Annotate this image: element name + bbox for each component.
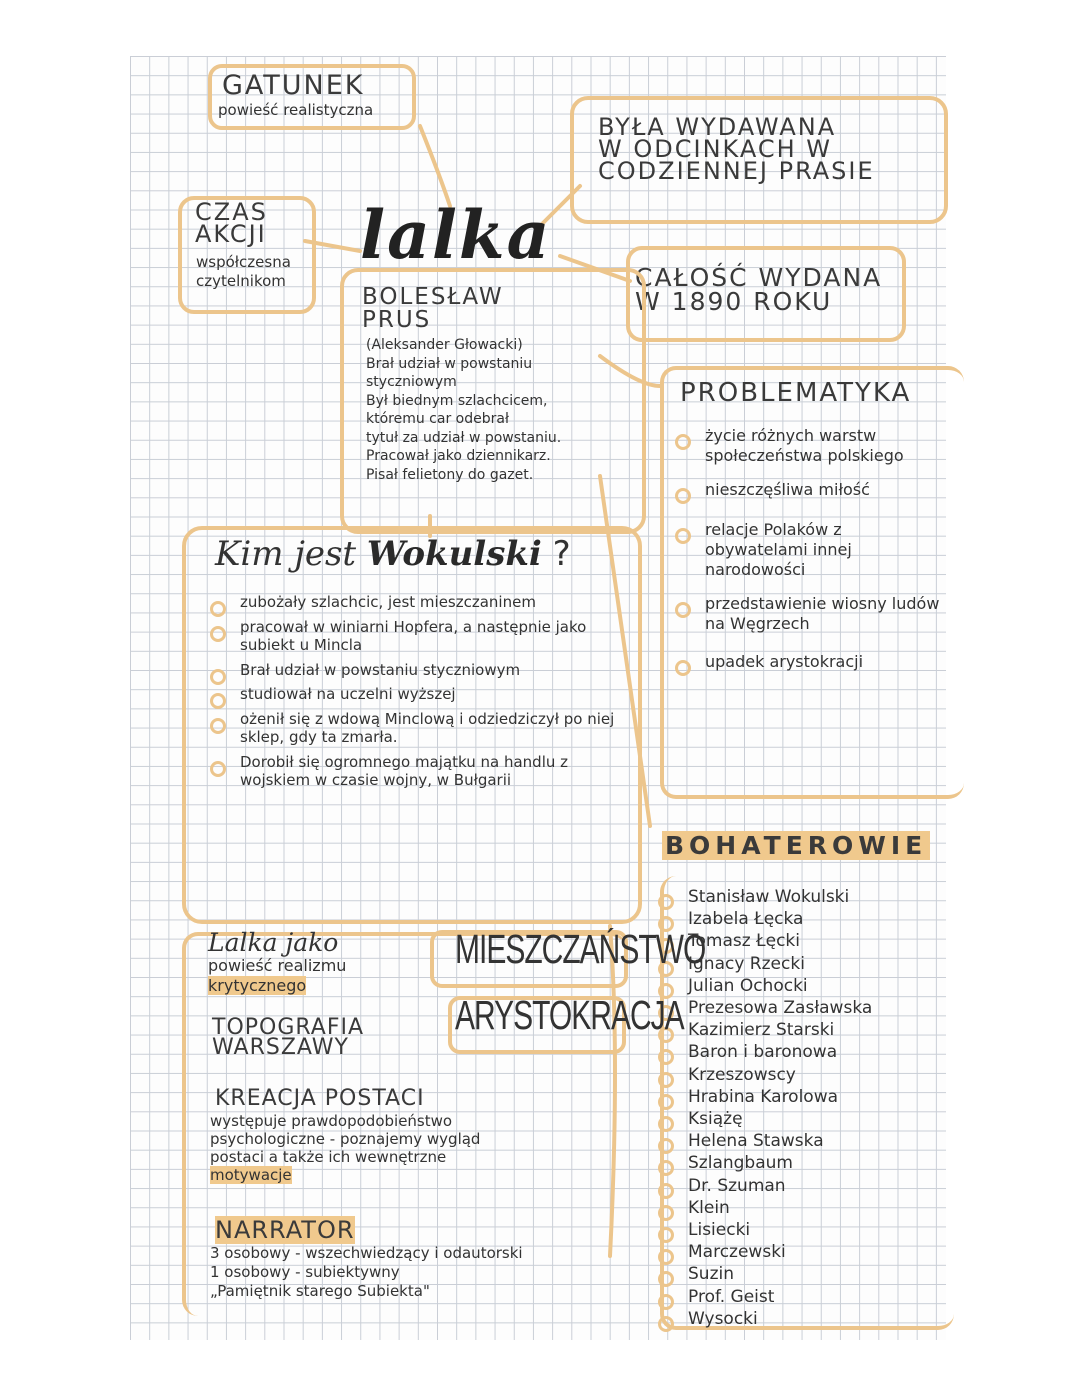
problematyka-item: życie różnych warstw społeczeństwa polskiego [675,426,945,466]
narrator-heading-text: NARRATOR [215,1216,355,1244]
narrator-line3: „Pamiętnik starego Subiekta" [210,1282,430,1300]
autor-line: Był biednym szlachcicem, [366,392,548,409]
problematyka-item: upadek arystokracji [675,652,945,672]
page-title: lalka [360,196,552,274]
kreacja-text [210,1112,610,1184]
bohaterowie-heading [662,831,930,860]
arystokracja-label: ARYSTOKRACJA [455,994,684,1039]
wokulski-list [210,593,625,790]
bohater-item: Prof. Geist [658,1286,943,1308]
kreacja-heading: KREACJA POSTACI [215,1086,425,1111]
bohater-item: Szlangbaum [658,1152,943,1174]
bohater-item: Hrabina Karolowa [658,1086,943,1108]
gatunek-heading: GATUNEK [222,70,365,101]
realizm-line1: Lalka jako [208,928,339,957]
topografia [212,1015,365,1060]
wokulski-item: studiował na uczelni wyższej [210,685,625,704]
bohater-item: Tomasz Łęcki [658,930,943,952]
autor-line: tytuł za udział w powstaniu. [366,429,562,446]
autor-name-line1: BOLESŁAW [362,284,504,310]
problematyka-list [675,426,945,672]
bohater-item: Stanisław Wokulski [658,886,943,908]
autor-line: Brał udział w powstaniu [366,355,533,372]
wokulski-item: pracował w winiarni Hopfera, a następnie jako subiekt u Mincla [210,618,625,655]
problematyka-heading: PROBLEMATYKA [680,378,912,408]
bohater-item: Marczewski [658,1241,943,1263]
narrator-line2: 1 osobowy - subiektywny [210,1263,400,1281]
bohater-item: Wysocki [658,1308,943,1330]
realizm-line2: powieść realizmu [208,956,347,975]
wokulski-heading-q: ? [552,534,571,574]
czas-akcji-heading-line1: CZAS [195,198,268,226]
kreacja-line3: postaci a także ich wewnętrzne [210,1148,447,1166]
autor-line: (Aleksander Głowacki) [366,337,523,353]
bohater-item: Baron i baronowa [658,1041,943,1063]
bohater-item: Kazimierz Starski [658,1019,943,1041]
mieszczanstwo-label: MIESZCZAŃSTWO [455,928,706,973]
bohater-item: Lisiecki [658,1219,943,1241]
wokulski-heading-part2: Wokulski [366,534,542,574]
bohater-item: Prezesowa Zasławska [658,997,943,1019]
bohater-item: Suzin [658,1263,943,1285]
gatunek-text: powieść realistyczna [218,101,374,119]
wokulski-item: Brał udział w powstaniu styczniowym [210,661,625,680]
grid-paper-sheet [130,56,946,1340]
autor-bio [366,336,641,484]
autor-line: któremu car odebrał [366,411,509,427]
bohater-item: Izabela Łęcka [658,908,943,930]
kreacja-line1: występuje prawdopodobieństwo [210,1112,453,1130]
bohater-item: Krzeszowscy [658,1064,943,1086]
wokulski-item: Dorobił się ogromnego majątku na handlu z wojskiem w czasie wojny, w Bułgarii [210,753,625,790]
bohater-item: Helena Stawska [658,1130,943,1152]
wokulski-item: ożenił się z wdową Minclową i odziedziczył po niej sklep, gdy ta zmarła. [210,710,625,747]
connector-gatunek [420,126,450,206]
problematyka-item: nieszczęśliwa miłość [675,480,945,500]
autor-line: styczniowym [366,374,457,390]
czas-akcji-heading [195,198,268,248]
problematyka-item: relacje Polaków z obywatelami innej narodowości [675,520,945,580]
czas-akcji-text: współczesna czytelnikom [196,253,291,290]
realizm-heading [208,930,418,996]
narrator-heading [215,1216,355,1244]
topografia-line2: WARSZAWY [212,1035,349,1060]
bohater-item: Julian Ochocki [658,975,943,997]
calosc-line1: CAŁOŚĆ WYDANA [635,263,883,292]
narrator-line1: 3 osobowy - wszechwiedzący i odautorski [210,1244,523,1262]
wokulski-heading-part1: Kim jest [215,534,357,574]
wokulski-heading [215,534,571,574]
problematyka-item: przedstawienie wiosny ludów na Węgrzech [675,594,945,634]
bohater-item: Ignacy Rzecki [658,953,943,975]
realizm-line3 [208,976,418,996]
autor-line: Pracował jako dziennikarz. [366,448,551,464]
wydanie-line2: W ODCINKACH W [598,135,832,163]
topografia-line1: TOPOGRAFIA [212,1015,365,1040]
narrator-text [210,1244,630,1301]
autor-name [362,286,504,332]
wokulski-item: zubożały szlachcic, jest mieszczaninem [210,593,625,612]
autor-line: Pisał felietony do gazet. [366,466,534,483]
kreacja-line2: psychologiczne - poznajemy wygląd [210,1130,481,1148]
realizm-line3-text: krytycznego [208,976,307,995]
calosc-text [635,263,883,316]
bohater-item: Dr. Szuman [658,1175,943,1197]
kreacja-line4 [210,1166,610,1184]
wydanie-text [598,113,875,185]
calosc-line2: W 1890 ROKU [635,287,833,316]
bohater-item: Klein [658,1197,943,1219]
czas-akcji-heading-line2: AKCJI [195,220,267,248]
wydanie-line1: BYŁA WYDAWANA [598,113,837,141]
bohater-item: Książę [658,1108,943,1130]
bohaterowie-heading-text: BOHATEROWIE [662,831,930,860]
kreacja-line4-text: motywacje [210,1166,292,1184]
autor-name-line2: PRUS [362,307,432,333]
wydanie-line3: CODZIENNEJ PRASIE [598,157,875,185]
